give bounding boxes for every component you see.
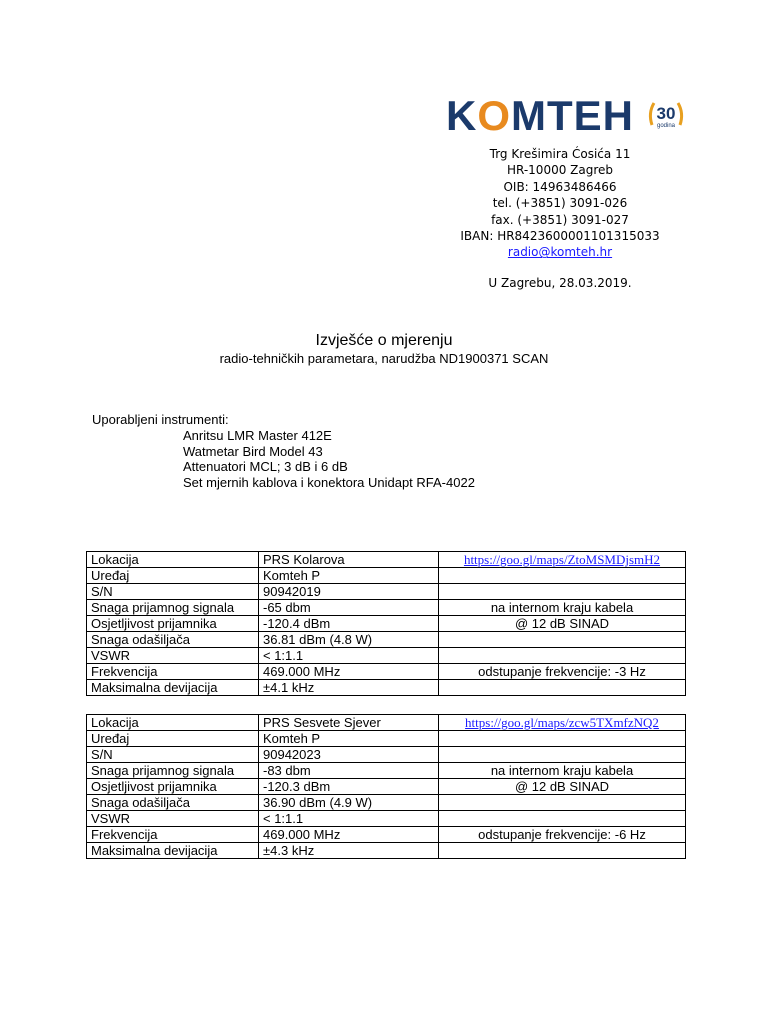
table-row (87, 664, 686, 680)
report-title: Izvješće o mjerenju (315, 332, 453, 349)
table-row (87, 600, 686, 616)
instruments-heading: Uporabljeni instrumenti: (92, 412, 229, 427)
parameter-label: Snaga prijamnog signala (87, 763, 259, 779)
table-row (87, 715, 686, 731)
parameter-label: Uređaj (87, 568, 259, 584)
address-line: Trg Krešimira Ćosića 11 (489, 147, 631, 161)
address-line: OIB: 14963486466 (503, 179, 617, 194)
parameter-label: Snaga prijamnog signala (87, 600, 259, 616)
parameter-label: Lokacija (87, 552, 259, 568)
table-row (87, 843, 686, 859)
parameter-note (439, 795, 686, 811)
parameter-note: odstupanje frekvencije: -6 Hz (439, 827, 686, 843)
table-row (87, 568, 686, 584)
parameter-value: 90942019 (259, 584, 439, 600)
map-link[interactable]: https://goo.gl/maps/ZtoMSMDjsmH2 (463, 552, 661, 567)
parameter-value: 36.81 dBm (4.8 W) (259, 632, 439, 648)
instrument-item: Attenuatori MCL; 3 dB i 6 dB (183, 459, 348, 475)
parameter-value: ±4.3 kHz (259, 843, 439, 859)
parameter-value: Komteh P (259, 568, 439, 584)
parameter-note (439, 731, 686, 747)
email-link[interactable]: radio@komteh.hr (507, 245, 613, 260)
address-line: IBAN: HR8423600001101315033 (460, 229, 660, 244)
parameter-value: 469.000 MHz (259, 827, 439, 843)
parameter-label: Maksimalna devijacija (87, 843, 259, 859)
parameter-value: PRS Kolarova (259, 552, 439, 568)
parameter-note (439, 568, 686, 584)
parameter-note (439, 632, 686, 648)
parameter-note: na internom kraju kabela (439, 600, 686, 616)
report-subtitle: radio-tehničkih parametara, narudžba ND1900371 SCAN (219, 351, 549, 366)
parameter-label: Snaga odašiljača (87, 632, 259, 648)
parameter-note: odstupanje frekvencije: -3 Hz (439, 664, 686, 680)
parameter-value: 36.90 dBm (4.9 W) (259, 795, 439, 811)
parameter-note (439, 747, 686, 763)
table-row (87, 680, 686, 696)
parameter-value: < 1:1.1 (259, 811, 439, 827)
badge-word: godina (656, 123, 676, 129)
table-row (87, 648, 686, 664)
parameter-label: S/N (87, 747, 259, 763)
parameter-note: @ 12 dB SINAD (439, 616, 686, 632)
table-row (87, 632, 686, 648)
logo-wordmark: KOMTEH (446, 92, 635, 139)
parameter-label: VSWR (87, 811, 259, 827)
parameter-note (439, 680, 686, 696)
parameter-value: 90942023 (259, 747, 439, 763)
parameter-note: @ 12 dB SINAD (439, 779, 686, 795)
parameter-value: ±4.1 kHz (259, 680, 439, 696)
parameter-value: PRS Sesvete Sjever (259, 715, 439, 731)
parameter-label: Snaga odašiljača (87, 795, 259, 811)
parameter-label: Frekvencija (87, 664, 259, 680)
parameter-label: Uređaj (87, 731, 259, 747)
parameter-label: Osjetljivost prijamnika (87, 779, 259, 795)
table-row (87, 747, 686, 763)
table-row (87, 763, 686, 779)
parameter-note (439, 811, 686, 827)
parameter-note: na internom kraju kabela (439, 763, 686, 779)
table-row (87, 616, 686, 632)
instrument-item: Set mjernih kablova i konektora Unidapt RFA-4022 (183, 474, 475, 490)
measurement-table-1 (86, 551, 686, 696)
anniversary-badge-icon (646, 95, 686, 139)
measurement-table-2 (86, 714, 686, 859)
map-link[interactable]: https://goo.gl/maps/zcw5TXmfzNQ2 (465, 715, 659, 730)
parameter-label: Maksimalna devijacija (87, 680, 259, 696)
address-line: HR-10000 Zagreb (506, 163, 614, 178)
badge-number: 30 (656, 104, 676, 123)
parameter-note (439, 584, 686, 600)
logo-o-molecule: O (477, 92, 512, 139)
parameter-note (439, 648, 686, 664)
parameter-value: -83 dbm (259, 763, 439, 779)
parameter-label: Osjetljivost prijamnika (87, 616, 259, 632)
instruments-list (183, 428, 475, 490)
table-row (87, 811, 686, 827)
parameter-label: S/N (87, 584, 259, 600)
parameter-value: Komteh P (259, 731, 439, 747)
parameter-value: -120.4 dBm (259, 616, 439, 632)
table-row (87, 795, 686, 811)
table-row (87, 552, 686, 568)
instrument-item: Anritsu LMR Master 412E (183, 428, 332, 443)
parameter-note (439, 552, 686, 568)
table-row (87, 584, 686, 600)
table-row (87, 731, 686, 747)
address-line: fax. (+3851) 3091-027 (491, 212, 629, 227)
report-date: U Zagrebu, 28.03.2019. (488, 276, 632, 290)
parameter-label: Lokacija (87, 715, 259, 731)
instrument-item: Watmetar Bird Model 43 (183, 443, 323, 459)
parameter-note (439, 843, 686, 859)
parameter-value: < 1:1.1 (259, 648, 439, 664)
parameter-value: -65 dbm (259, 600, 439, 616)
table-row (87, 779, 686, 795)
table-row (87, 827, 686, 843)
parameter-label: VSWR (87, 648, 259, 664)
parameter-value: 469.000 MHz (259, 664, 439, 680)
parameter-note (439, 715, 686, 731)
address-line: tel. (+3851) 3091-026 (492, 196, 628, 211)
parameter-value: -120.3 dBm (259, 779, 439, 795)
parameter-label: Frekvencija (87, 827, 259, 843)
company-address (440, 146, 680, 261)
